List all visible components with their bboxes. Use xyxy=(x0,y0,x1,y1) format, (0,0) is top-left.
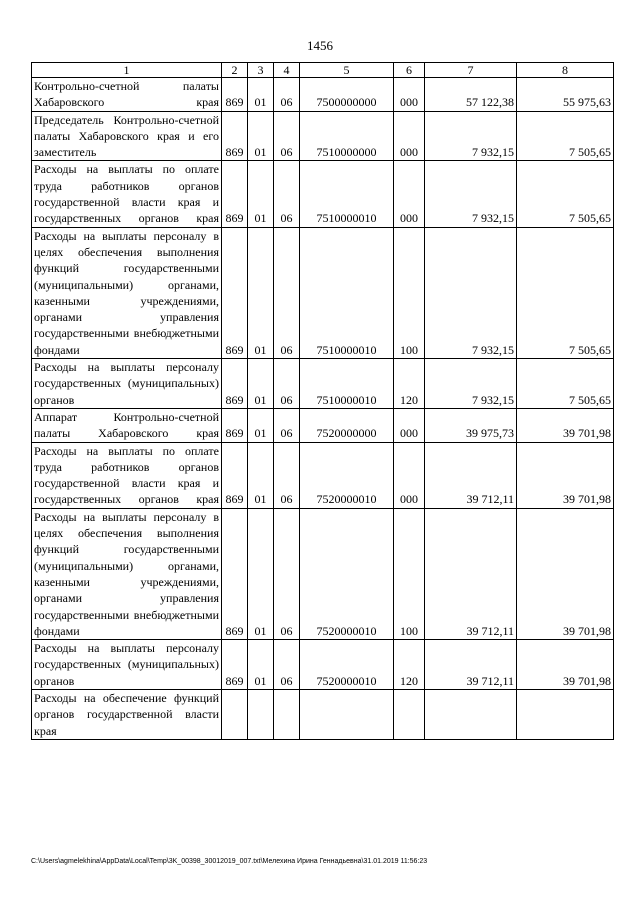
table-row xyxy=(32,689,614,739)
table-row xyxy=(32,442,614,508)
header-cell: 1 xyxy=(32,63,222,78)
row-cell-c6: 000 xyxy=(394,408,425,442)
row-cell-c4: 06 xyxy=(274,359,300,409)
table-row xyxy=(32,640,614,690)
row-cell-c8: 7 505,65 xyxy=(517,227,614,358)
row-cell-c7: 39 712,11 xyxy=(425,442,517,508)
header-cell: 3 xyxy=(248,63,274,78)
row-cell-c2: 869 xyxy=(222,508,248,639)
row-cell-c3: 01 xyxy=(248,508,274,639)
row-cell-c8: 7 505,65 xyxy=(517,161,614,227)
table-row xyxy=(32,359,614,409)
row-cell-c4 xyxy=(274,689,300,739)
row-cell-c7 xyxy=(425,689,517,739)
row-cell-c5: 7510000010 xyxy=(300,227,394,358)
row-description: Председатель Контрольно-счетной палаты Хабаровского края и его заместитель xyxy=(32,111,222,161)
header-cell: 8 xyxy=(517,63,614,78)
row-cell-c8: 39 701,98 xyxy=(517,408,614,442)
row-cell-c2: 869 xyxy=(222,227,248,358)
row-cell-c7: 7 932,15 xyxy=(425,359,517,409)
table-row xyxy=(32,111,614,161)
row-cell-c6 xyxy=(394,689,425,739)
row-description: Расходы на выплаты персоналу государственных (муниципальных) органов xyxy=(32,359,222,409)
row-cell-c5: 7510000000 xyxy=(300,111,394,161)
row-cell-c5: 7510000010 xyxy=(300,359,394,409)
table-row xyxy=(32,408,614,442)
row-cell-c7: 7 932,15 xyxy=(425,227,517,358)
row-cell-c5: 7520000010 xyxy=(300,508,394,639)
row-cell-c7: 7 932,15 xyxy=(425,111,517,161)
row-cell-c6: 120 xyxy=(394,359,425,409)
row-cell-c2: 869 xyxy=(222,442,248,508)
row-cell-c7: 39 975,73 xyxy=(425,408,517,442)
row-cell-c3: 01 xyxy=(248,408,274,442)
row-cell-c6: 000 xyxy=(394,161,425,227)
row-description: Аппарат Контрольно-счетной палаты Хабаровского края xyxy=(32,408,222,442)
row-cell-c2: 869 xyxy=(222,111,248,161)
row-cell-c4: 06 xyxy=(274,508,300,639)
row-cell-c5: 7500000000 xyxy=(300,78,394,112)
page-number: 1456 xyxy=(307,38,333,53)
row-cell-c6: 100 xyxy=(394,508,425,639)
table-header-row xyxy=(32,63,614,78)
row-cell-c3: 01 xyxy=(248,78,274,112)
header-cell: 6 xyxy=(394,63,425,78)
header-cell: 4 xyxy=(274,63,300,78)
row-cell-c2: 869 xyxy=(222,78,248,112)
row-cell-c6: 000 xyxy=(394,111,425,161)
footer-file-path: C:\Users\agmelekhina\AppData\Local\Temp\3K_00398_30012019_007.txt\Мелехина Ирина Геннадьевна\31.01.2019 11:56:23 xyxy=(31,858,428,865)
header-cell: 7 xyxy=(425,63,517,78)
table-row xyxy=(32,508,614,639)
row-cell-c3: 01 xyxy=(248,640,274,690)
row-cell-c2 xyxy=(222,689,248,739)
row-description: Расходы на выплаты по оплате труда работников органов государственной власти края и государственных органов края xyxy=(32,161,222,227)
budget-table xyxy=(31,62,614,740)
row-cell-c4: 06 xyxy=(274,161,300,227)
row-cell-c8: 7 505,65 xyxy=(517,111,614,161)
row-cell-c5: 7510000010 xyxy=(300,161,394,227)
table-row xyxy=(32,227,614,358)
row-cell-c4: 06 xyxy=(274,227,300,358)
row-cell-c7: 57 122,38 xyxy=(425,78,517,112)
row-cell-c7: 7 932,15 xyxy=(425,161,517,227)
row-description: Расходы на выплаты персоналу в целях обеспечения выполнения функций государственными (муниципальными) органами, казенными учреждениями, органами управления государственными внебюджетными фондами xyxy=(32,508,222,639)
row-cell-c5 xyxy=(300,689,394,739)
row-cell-c3: 01 xyxy=(248,111,274,161)
row-cell-c8: 55 975,63 xyxy=(517,78,614,112)
row-cell-c4: 06 xyxy=(274,640,300,690)
header-cell: 5 xyxy=(300,63,394,78)
row-description: Расходы на выплаты по оплате труда работников органов государственной власти края и государственных органов края xyxy=(32,442,222,508)
row-cell-c3 xyxy=(248,689,274,739)
row-cell-c8: 39 701,98 xyxy=(517,640,614,690)
header-cell: 2 xyxy=(222,63,248,78)
table-row xyxy=(32,161,614,227)
row-cell-c3: 01 xyxy=(248,227,274,358)
row-description: Контрольно-счетной палаты Хабаровского края xyxy=(32,78,222,112)
row-description: Расходы на выплаты персоналу государственных (муниципальных) органов xyxy=(32,640,222,690)
row-cell-c2: 869 xyxy=(222,640,248,690)
row-cell-c5: 7520000010 xyxy=(300,640,394,690)
row-cell-c6: 000 xyxy=(394,442,425,508)
row-cell-c3: 01 xyxy=(248,442,274,508)
row-cell-c7: 39 712,11 xyxy=(425,640,517,690)
row-cell-c8: 39 701,98 xyxy=(517,442,614,508)
row-cell-c4: 06 xyxy=(274,442,300,508)
row-cell-c5: 7520000000 xyxy=(300,408,394,442)
row-cell-c4: 06 xyxy=(274,408,300,442)
row-cell-c6: 000 xyxy=(394,78,425,112)
row-cell-c5: 7520000010 xyxy=(300,442,394,508)
row-cell-c8 xyxy=(517,689,614,739)
row-cell-c2: 869 xyxy=(222,408,248,442)
row-description: Расходы на выплаты персоналу в целях обеспечения выполнения функций государственными (муниципальными) органами, казенными учреждениями, органами управления государственными внебюджетными фондами xyxy=(32,227,222,358)
row-cell-c4: 06 xyxy=(274,111,300,161)
row-cell-c8: 39 701,98 xyxy=(517,508,614,639)
row-cell-c4: 06 xyxy=(274,78,300,112)
row-cell-c7: 39 712,11 xyxy=(425,508,517,639)
row-description: Расходы на обеспечение функций органов государственной власти края xyxy=(32,689,222,739)
row-cell-c6: 120 xyxy=(394,640,425,690)
row-cell-c2: 869 xyxy=(222,161,248,227)
row-cell-c3: 01 xyxy=(248,359,274,409)
row-cell-c6: 100 xyxy=(394,227,425,358)
table-row xyxy=(32,78,614,112)
row-cell-c2: 869 xyxy=(222,359,248,409)
row-cell-c8: 7 505,65 xyxy=(517,359,614,409)
row-cell-c3: 01 xyxy=(248,161,274,227)
